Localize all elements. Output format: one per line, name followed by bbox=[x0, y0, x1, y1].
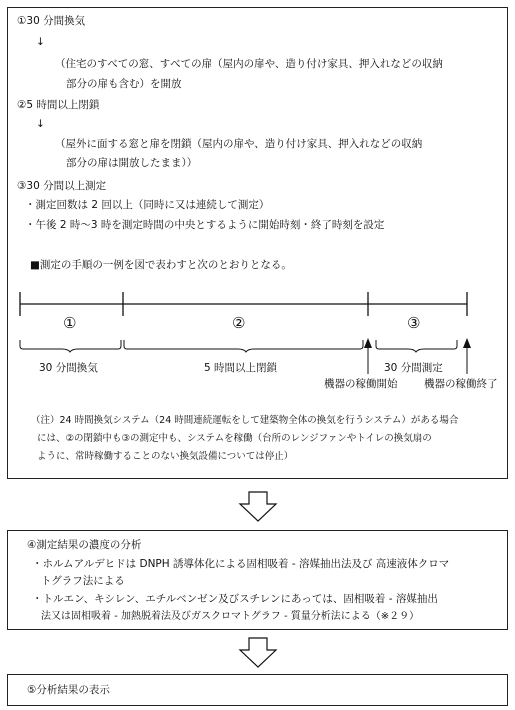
timeline-seg2-label: 5 時間以上閉鎖 bbox=[204, 362, 278, 374]
down-arrow: ↓ bbox=[36, 36, 45, 48]
down-arrow: ↓ bbox=[36, 118, 45, 130]
step3-title: ③30 分間以上測定 bbox=[17, 180, 107, 192]
end-arrow-head bbox=[463, 338, 471, 348]
step1-desc-line2: 部分の扉も含む）を開放 bbox=[66, 78, 182, 90]
step1-title: ①30 分間換気 bbox=[17, 15, 86, 27]
diagram-intro: ■測定の手順の一例を図で表わすと次のとおりとなる。 bbox=[30, 259, 292, 271]
device-end-label: 機器の稼働終了 bbox=[424, 378, 498, 390]
note-line1: （注）24 時間換気システム（24 時間連続運転をして建築物全体の換気を行うシステム）がある場合 bbox=[31, 415, 459, 426]
analysis-bullet1-line2: トグラフ法による bbox=[41, 575, 125, 587]
flow-arrow-down-icon bbox=[238, 491, 278, 523]
start-arrow-head bbox=[364, 338, 372, 348]
bracket-seg2 bbox=[124, 340, 363, 352]
analysis-bullet1-line1: ・ホルムアルデヒドは DNPH 誘導体化による固相吸着 - 溶媒抽出法及び 高速液体クロマ bbox=[32, 558, 450, 570]
note-line2: には、②の閉鎖中も③の測定中も、システムを稼働（台所のレンジファンやトイレの換気扇の bbox=[37, 433, 432, 444]
analysis-bullet2-line2: 法又は固相吸着 - 加熱脱着法及びガスクロマトグラフ - 質量分析法による（※２９） bbox=[41, 611, 420, 622]
note-line3: ように、常時稼働することのない換気設備については停止） bbox=[37, 451, 294, 462]
bracket-seg1 bbox=[20, 340, 121, 352]
timeline-seg1-number: ① bbox=[63, 314, 77, 332]
analysis-title: ④測定結果の濃度の分析 bbox=[27, 539, 142, 551]
timeline-seg2-number: ② bbox=[232, 314, 246, 332]
analysis-bullet2-line1: ・トルエン、キシレン、エチルベンゼン及びスチレンにあっては、固相吸着 - 溶媒抽出 bbox=[32, 593, 438, 605]
step2-desc-line1: （屋外に面する窓と扉を閉鎖（屋内の扉や、造り付け家具、押入れなどの収納 bbox=[55, 138, 423, 150]
step1-desc-line1: （住宅のすべての窓、すべての扉（屋内の扉や、造り付け家具、押入れなどの収納 bbox=[55, 58, 443, 70]
analysis-box bbox=[7, 530, 508, 630]
procedure-box bbox=[7, 7, 508, 479]
step2-title: ②5 時間以上閉鎖 bbox=[17, 99, 100, 111]
timeline-seg3-number: ③ bbox=[407, 314, 421, 332]
timeline-seg1-label: 30 分間換気 bbox=[39, 362, 98, 374]
bracket-seg3 bbox=[376, 340, 457, 352]
timeline-diagram bbox=[8, 8, 507, 478]
flow-arrow-down-icon bbox=[238, 637, 278, 669]
step2-desc-line2: 部分の扉は開放したまま）） bbox=[66, 157, 198, 169]
result-display-box bbox=[7, 674, 508, 706]
timeline-seg3-label: 30 分間測定 bbox=[384, 362, 443, 374]
result-display-title: ⑤分析結果の表示 bbox=[27, 684, 110, 696]
device-start-label: 機器の稼働開始 bbox=[324, 378, 398, 390]
step3-bullet1: ・測定回数は 2 回以上（同時に又は連続して測定） bbox=[25, 199, 270, 211]
step3-bullet2: ・午後 2 時～3 時を測定時間の中央とするように開始時刻・終了時刻を設定 bbox=[25, 219, 385, 231]
